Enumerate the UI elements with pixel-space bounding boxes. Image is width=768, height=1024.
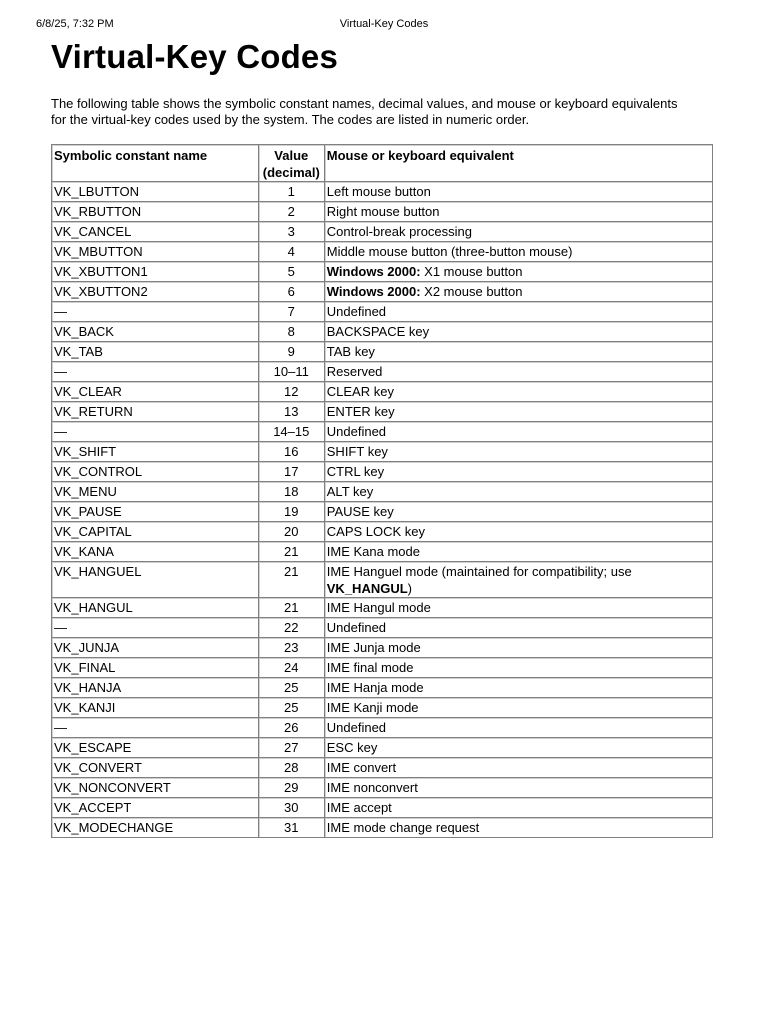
cell-equivalent [325,422,713,442]
cell-equivalent [325,522,713,542]
cell-decimal-value: 1 [259,182,325,202]
equivalent-text: SHIFT key [326,444,388,459]
table-row [52,482,713,502]
table-row [52,638,713,658]
cell-decimal-value: 24 [259,658,325,678]
cell-constant-name: VK_HANGUEL [52,562,259,598]
cell-equivalent [325,738,713,758]
cell-constant-name: VK_JUNJA [52,638,259,658]
cell-equivalent [325,798,713,818]
cell-constant-name: VK_XBUTTON2 [52,282,259,302]
table-row [52,522,713,542]
page-title: Virtual-Key Codes [51,38,339,75]
equivalent-text: Control-break processing [326,224,472,239]
equivalent-text: IME nonconvert [326,780,418,795]
equivalent-text: Right mouse button [326,204,440,219]
cell-constant-name: — [52,422,259,442]
cell-decimal-value: 25 [259,678,325,698]
cell-decimal-value: 23 [259,638,325,658]
cell-decimal-value: 28 [259,758,325,778]
cell-constant-name: — [52,362,259,382]
intro-paragraph: The following table shows the symbolic constant names, decimal values, and mouse or keyboard equivalents for the virtual-key codes used by the system. The codes are listed in numeric order. [51,96,678,127]
constant-reference: VK_HANGUL [326,581,408,596]
equivalent-text: IME accept [326,800,392,815]
cell-equivalent [325,362,713,382]
cell-equivalent [325,462,713,482]
cell-decimal-value: 29 [259,778,325,798]
cell-equivalent [325,282,713,302]
cell-constant-name: VK_MENU [52,482,259,502]
print-doc-title: Virtual-Key Codes [339,18,429,30]
cell-decimal-value: 21 [259,542,325,562]
cell-equivalent [325,202,713,222]
cell-constant-name: VK_CONVERT [52,758,259,778]
cell-decimal-value: 21 [259,562,325,598]
cell-equivalent [325,658,713,678]
cell-decimal-value: 3 [259,222,325,242]
table-row [52,562,713,598]
equivalent-text: Undefined [326,620,387,635]
cell-equivalent [325,262,713,282]
cell-equivalent [325,182,713,202]
cell-equivalent [325,718,713,738]
equivalent-text: ALT key [326,484,374,499]
cell-decimal-value: 14–15 [259,422,325,442]
cell-decimal-value: 4 [259,242,325,262]
cell-equivalent [325,778,713,798]
cell-constant-name: VK_HANGUL [52,598,259,618]
table-row [52,778,713,798]
header-value-line1: Value [274,148,309,163]
cell-decimal-value: 6 [259,282,325,302]
equivalent-text: IME Hangul mode [326,600,431,615]
cell-decimal-value: 13 [259,402,325,422]
equivalent-text: IME Kana mode [326,544,420,559]
cell-constant-name: VK_MBUTTON [52,242,259,262]
cell-decimal-value: 27 [259,738,325,758]
cell-equivalent [325,638,713,658]
cell-constant-name: VK_SHIFT [52,442,259,462]
equivalent-text: Undefined [326,304,387,319]
cell-constant-name: VK_CAPITAL [52,522,259,542]
equivalent-text: BACKSPACE key [326,324,430,339]
header-equivalent: Mouse or keyboard equivalent [325,145,713,182]
cell-constant-name: VK_XBUTTON1 [52,262,259,282]
table-row [52,282,713,302]
table-row [52,342,713,362]
cell-decimal-value: 21 [259,598,325,618]
table-viewport [51,144,714,835]
cell-decimal-value: 22 [259,618,325,638]
header-value [259,145,325,182]
cell-constant-name: VK_LBUTTON [52,182,259,202]
equivalent-text: IME Junja mode [326,640,421,655]
cell-constant-name: VK_CLEAR [52,382,259,402]
table-row [52,422,713,442]
cell-constant-name: VK_ACCEPT [52,798,259,818]
cell-constant-name: VK_ESCAPE [52,738,259,758]
table-row [52,618,713,638]
table-row [52,222,713,242]
cell-decimal-value: 19 [259,502,325,522]
cell-constant-name: VK_CANCEL [52,222,259,242]
cell-equivalent [325,598,713,618]
equivalent-text: Undefined [326,424,387,439]
equivalent-text: X1 mouse button [420,264,523,279]
table-row [52,182,713,202]
cell-decimal-value: 8 [259,322,325,342]
table-row [52,698,713,718]
table-row [52,818,713,838]
table-row [52,462,713,482]
cell-constant-name: VK_PAUSE [52,502,259,522]
cell-decimal-value: 5 [259,262,325,282]
table-row [52,542,713,562]
cell-decimal-value: 31 [259,818,325,838]
cell-decimal-value: 10–11 [259,362,325,382]
equivalent-text: ESC key [326,740,378,755]
equivalent-text: CAPS LOCK key [326,524,426,539]
cell-constant-name: — [52,618,259,638]
table-row [52,442,713,462]
cell-constant-name: VK_FINAL [52,658,259,678]
equivalent-text: Left mouse button [326,184,431,199]
equivalent-text: Reserved [326,364,383,379]
cell-equivalent [325,502,713,522]
cell-constant-name: VK_HANJA [52,678,259,698]
cell-equivalent [325,818,713,838]
equivalent-text: IME Kanji mode [326,700,419,715]
header-symbolic-name: Symbolic constant name [52,145,259,182]
table-body [52,182,713,838]
cell-equivalent [325,302,713,322]
cell-equivalent [325,382,713,402]
cell-constant-name: VK_RETURN [52,402,259,422]
equivalent-text: IME Hanja mode [326,680,424,695]
cell-decimal-value: 26 [259,718,325,738]
cell-decimal-value: 25 [259,698,325,718]
header-value-line2: (decimal) [262,165,320,180]
cell-decimal-value: 2 [259,202,325,222]
table-row [52,718,713,738]
equivalent-text: Undefined [326,720,387,735]
os-version-note: Windows 2000: [326,284,421,299]
cell-equivalent [325,322,713,342]
table-row [52,362,713,382]
cell-decimal-value: 30 [259,798,325,818]
equivalent-text: IME Hanguel mode (maintained for compatibility; use [326,564,636,579]
table-row [52,502,713,522]
table-row [52,262,713,282]
equivalent-text: IME mode change request [326,820,480,835]
cell-constant-name: VK_NONCONVERT [52,778,259,798]
cell-decimal-value: 16 [259,442,325,462]
table-header-row [52,145,713,182]
cell-constant-name: VK_BACK [52,322,259,342]
equivalent-text: X2 mouse button [420,284,523,299]
cell-equivalent [325,562,713,598]
table-row [52,322,713,342]
cell-equivalent [325,222,713,242]
cell-constant-name: VK_TAB [52,342,259,362]
cell-constant-name: VK_RBUTTON [52,202,259,222]
table-row [52,658,713,678]
cell-decimal-value: 17 [259,462,325,482]
table-row [52,382,713,402]
cell-equivalent [325,678,713,698]
equivalent-text: CLEAR key [326,384,394,399]
table-row [52,758,713,778]
cell-constant-name: — [52,302,259,322]
cell-decimal-value: 12 [259,382,325,402]
equivalent-text: IME convert [326,760,397,775]
cell-decimal-value: 20 [259,522,325,542]
cell-equivalent [325,242,713,262]
cell-equivalent [325,442,713,462]
cell-constant-name: VK_KANA [52,542,259,562]
table-row [52,402,713,422]
table-row [52,598,713,618]
table-row [52,678,713,698]
equivalent-suffix: ) [407,581,413,596]
cell-equivalent [325,758,713,778]
equivalent-text: TAB key [326,344,375,359]
equivalent-text: ENTER key [326,404,395,419]
cell-equivalent [325,698,713,718]
cell-decimal-value: 9 [259,342,325,362]
equivalent-text: Middle mouse button (three-button mouse) [326,244,573,259]
cell-equivalent [325,618,713,638]
cell-equivalent [325,402,713,422]
equivalent-text: PAUSE key [326,504,394,519]
cell-decimal-value: 7 [259,302,325,322]
equivalent-text: IME final mode [326,660,414,675]
cell-constant-name: VK_MODECHANGE [52,818,259,838]
cell-decimal-value: 18 [259,482,325,502]
table-row [52,798,713,818]
cell-constant-name: — [52,718,259,738]
table-row [52,202,713,222]
cell-constant-name: VK_CONTROL [52,462,259,482]
print-datetime: 6/8/25, 7:32 PM [36,18,114,30]
cell-equivalent [325,542,713,562]
table-row [52,242,713,262]
os-version-note: Windows 2000: [326,264,421,279]
cell-equivalent [325,342,713,362]
cell-equivalent [325,482,713,502]
virtual-key-table [51,144,713,838]
equivalent-text: CTRL key [326,464,385,479]
cell-constant-name: VK_KANJI [52,698,259,718]
table-row [52,302,713,322]
print-header [36,18,732,32]
table-row [52,738,713,758]
